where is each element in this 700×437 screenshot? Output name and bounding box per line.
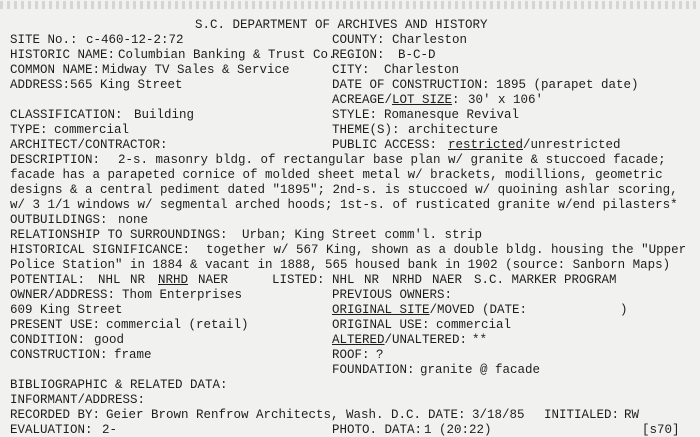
original-site-moved: ORIGINAL SITE/MOVED (DATE: bbox=[332, 303, 528, 317]
evaluation-value: 2- bbox=[102, 423, 118, 437]
listed-nrhd: NRHD bbox=[392, 273, 423, 287]
present-use-label: PRESENT USE: bbox=[10, 318, 101, 332]
description-line-3: designs & a central pediment dated "1895"; 2nd-s. is stuccoed w/ quoining ashlar scoring, bbox=[10, 183, 678, 197]
date-construction-value: 1895 (parapet date) bbox=[496, 78, 639, 92]
listed-nr: NR bbox=[364, 273, 380, 287]
theme-value: architecture bbox=[408, 123, 499, 137]
potential-nr: NR bbox=[130, 273, 146, 287]
theme-label: THEME(S): bbox=[332, 123, 400, 137]
acreage-lot-size: ACREAGE/LOT SIZE: bbox=[332, 93, 460, 107]
region-label: REGION: bbox=[332, 48, 385, 62]
original-use-label: ORIGINAL USE: bbox=[332, 318, 430, 332]
present-use-value: commercial (retail) bbox=[106, 318, 249, 332]
date-construction-label: DATE OF CONSTRUCTION: bbox=[332, 78, 490, 92]
recorded-by-value: Geier Brown Renfrow Architects, Wash. D.C. bbox=[106, 408, 422, 422]
description-line-1: 2-s. masonry bldg. of rectangular base plan w/ granite & stuccoed facade; bbox=[118, 153, 666, 167]
page-title: S.C. DEPARTMENT OF ARCHIVES AND HISTORY bbox=[195, 18, 488, 32]
listed-naer: NAER bbox=[432, 273, 463, 287]
city-value: Charleston bbox=[384, 63, 460, 77]
listed-label: LISTED: bbox=[272, 273, 325, 287]
historic-name-label: HISTORIC NAME: bbox=[10, 48, 116, 62]
description-line-2: facade has a parapeted cornice of molded sheet metal w/ brackets, modillions, geometric bbox=[10, 168, 663, 182]
architect-label: ARCHITECT/CONTRACTOR: bbox=[10, 138, 168, 152]
potential-nhl: NHL bbox=[98, 273, 121, 287]
common-name-value: Midway TV Sales & Service bbox=[102, 63, 290, 77]
address-label: ADDRESS: bbox=[10, 78, 71, 92]
photo-data-label: PHOTO. DATA: bbox=[332, 423, 423, 437]
construction-label: CONSTRUCTION: bbox=[10, 348, 108, 362]
evaluation-label: EVALUATION: bbox=[10, 423, 93, 437]
potential-nrhd: NRHD bbox=[158, 273, 189, 287]
significance-line-2: Police Station" in 1884 & vacant in 1888, 565 housed bank in 1902 (source: Sanborn Maps) bbox=[10, 258, 671, 272]
historic-name-value: Columbian Banking & Trust Co. bbox=[118, 48, 336, 62]
original-use-value: commercial bbox=[436, 318, 512, 332]
previous-owners-label: PREVIOUS OWNERS: bbox=[332, 288, 453, 302]
date-label: DATE: bbox=[428, 408, 466, 422]
site-no-label: SITE No.: bbox=[10, 33, 78, 47]
significance-label: HISTORICAL SIGNIFICANCE: bbox=[10, 243, 191, 257]
initialed-value: RW bbox=[624, 408, 640, 422]
construction-value: frame bbox=[114, 348, 152, 362]
outbuildings-label: OUTBUILDINGS: bbox=[10, 213, 108, 227]
site-no-value: c-460-12-2:72 bbox=[86, 33, 184, 47]
address-value: 565 King Street bbox=[70, 78, 183, 92]
county-label: COUNTY: bbox=[332, 33, 385, 47]
type-label: TYPE: bbox=[10, 123, 48, 137]
description-line-4: w/ 3 1/1 windows w/ segmental arched hoods; 1st-s. of rusticated granite w/end pilasters* bbox=[10, 198, 678, 212]
public-access-value: restricted/unrestricted bbox=[448, 138, 621, 152]
city-label: CITY: bbox=[332, 63, 370, 77]
common-name-label: COMMON NAME: bbox=[10, 63, 101, 77]
date-value: 3/18/85 bbox=[472, 408, 525, 422]
relationship-value: Urban; King Street comm'l. strip bbox=[242, 228, 483, 242]
original-site-close: ) bbox=[620, 303, 628, 317]
public-access-label: PUBLIC ACCESS: bbox=[332, 138, 438, 152]
foundation-value: granite @ facade bbox=[420, 363, 541, 377]
style-label: STYLE: bbox=[332, 108, 378, 122]
outbuildings-value: none bbox=[118, 213, 149, 227]
style-value: Romanesque Revival bbox=[384, 108, 520, 122]
potential-label: POTENTIAL: bbox=[10, 273, 86, 287]
condition-label: CONDITION: bbox=[10, 333, 86, 347]
listed-marker-program: S.C. MARKER PROGRAM bbox=[474, 273, 617, 287]
classification-label: CLASSIFICATION: bbox=[10, 108, 123, 122]
foundation-label: FOUNDATION: bbox=[332, 363, 415, 377]
description-label: DESCRIPTION: bbox=[10, 153, 101, 167]
owner-value: Thom Enterprises bbox=[122, 288, 243, 302]
county-value: Charleston bbox=[392, 33, 468, 47]
acreage-value: 30' x 106' bbox=[468, 93, 544, 107]
initialed-label: INITIALED: bbox=[544, 408, 620, 422]
altered-unaltered: ALTERED/UNALTERED: bbox=[332, 333, 468, 347]
significance-line-1: together w/ 567 King, shown as a double bldg. housing the "Upper bbox=[206, 243, 687, 257]
potential-naer: NAER bbox=[198, 273, 229, 287]
relationship-label: RELATIONSHIP TO SURROUNDINGS: bbox=[10, 228, 228, 242]
reference-code: [s70] bbox=[642, 423, 680, 437]
type-value: commercial bbox=[54, 123, 130, 137]
owner-address: 609 King Street bbox=[10, 303, 123, 317]
listed-nhl: NHL bbox=[332, 273, 355, 287]
owner-label: OWNER/ADDRESS: bbox=[10, 288, 116, 302]
recorded-by-label: RECORDED BY: bbox=[10, 408, 101, 422]
roof-label: ROOF: bbox=[332, 348, 370, 362]
altered-value: ** bbox=[472, 333, 488, 347]
photo-data-value: 1 (20:22) bbox=[424, 423, 492, 437]
informant-label: INFORMANT/ADDRESS: bbox=[10, 393, 146, 407]
region-value: B-C-D bbox=[398, 48, 436, 62]
condition-value: good bbox=[94, 333, 125, 347]
roof-value: ? bbox=[376, 348, 384, 362]
top-border-dots bbox=[0, 1, 700, 9]
classification-value: Building bbox=[134, 108, 195, 122]
bibliographic-label: BIBLIOGRAPHIC & RELATED DATA: bbox=[10, 378, 228, 392]
